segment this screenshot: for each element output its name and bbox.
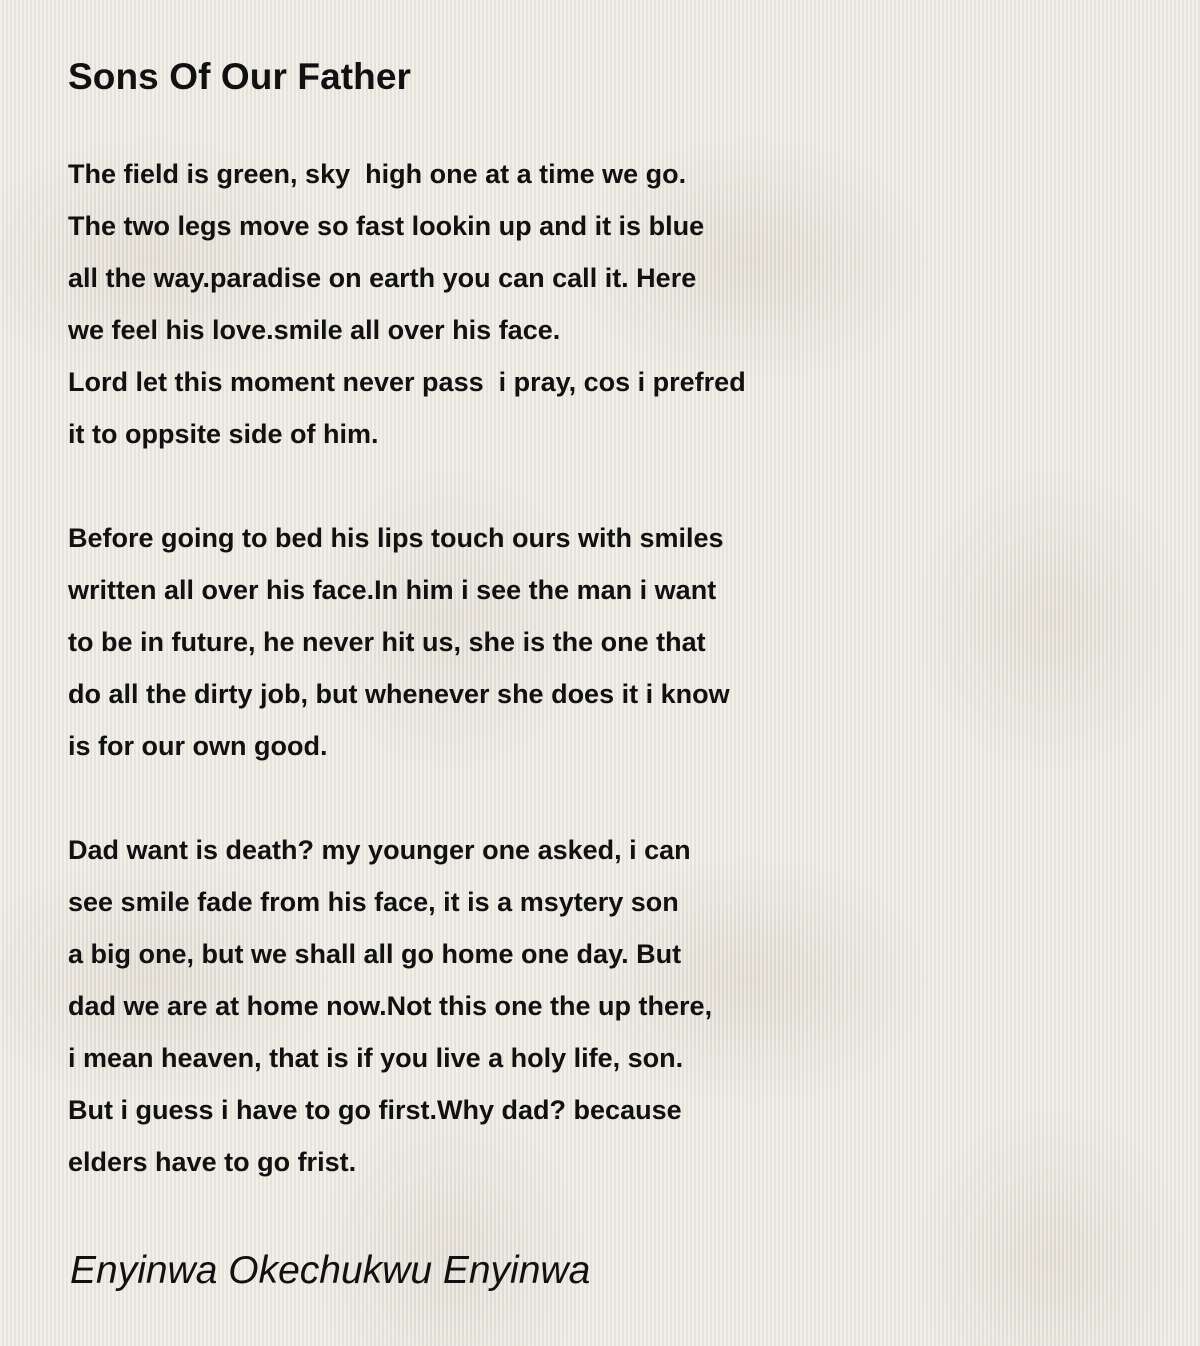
poem-line: all the way.paradise on earth you can call it. Here [68, 263, 697, 293]
poem-line: Lord let this moment never pass i pray, cos i prefred [68, 367, 746, 397]
poem-title: Sons Of Our Father [68, 56, 412, 97]
poem-body [68, 148, 1148, 1188]
stanza-1 [68, 148, 1148, 460]
stanza-2 [68, 512, 1148, 772]
poem-line: Dad want is death? my younger one asked, i can [68, 835, 691, 865]
poem-line: we feel his love.smile all over his face. [68, 315, 561, 345]
poem-line: to be in future, he never hit us, she is the one that [68, 627, 706, 657]
poem-line: But i guess i have to go first.Why dad? because [68, 1095, 682, 1125]
poem-line: do all the dirty job, but whenever she does it i know [68, 679, 730, 709]
poem-line: i mean heaven, that is if you live a holy life, son. [68, 1043, 684, 1073]
poem-line: elders have to go frist. [68, 1147, 357, 1177]
poem-line: is for our own good. [68, 731, 328, 761]
poem-line: written all over his face.In him i see the man i want [68, 575, 717, 605]
poem-line: see smile fade from his face, it is a msytery son [68, 887, 679, 917]
poem-author: Enyinwa Okechukwu Enyinwa [70, 1249, 591, 1292]
poem-line: The field is green, sky high one at a time we go. [68, 159, 687, 189]
poem-line: dad we are at home now.Not this one the up there, [68, 991, 713, 1021]
poem-container [68, 50, 1148, 1240]
poem-line: Before going to bed his lips touch ours with smiles [68, 523, 724, 553]
poem-line: it to oppsite side of him. [68, 419, 379, 449]
stanza-3 [68, 824, 1148, 1188]
poem-line: The two legs move so fast lookin up and it is blue [68, 211, 705, 241]
poem-line: a big one, but we shall all go home one day. But [68, 939, 682, 969]
